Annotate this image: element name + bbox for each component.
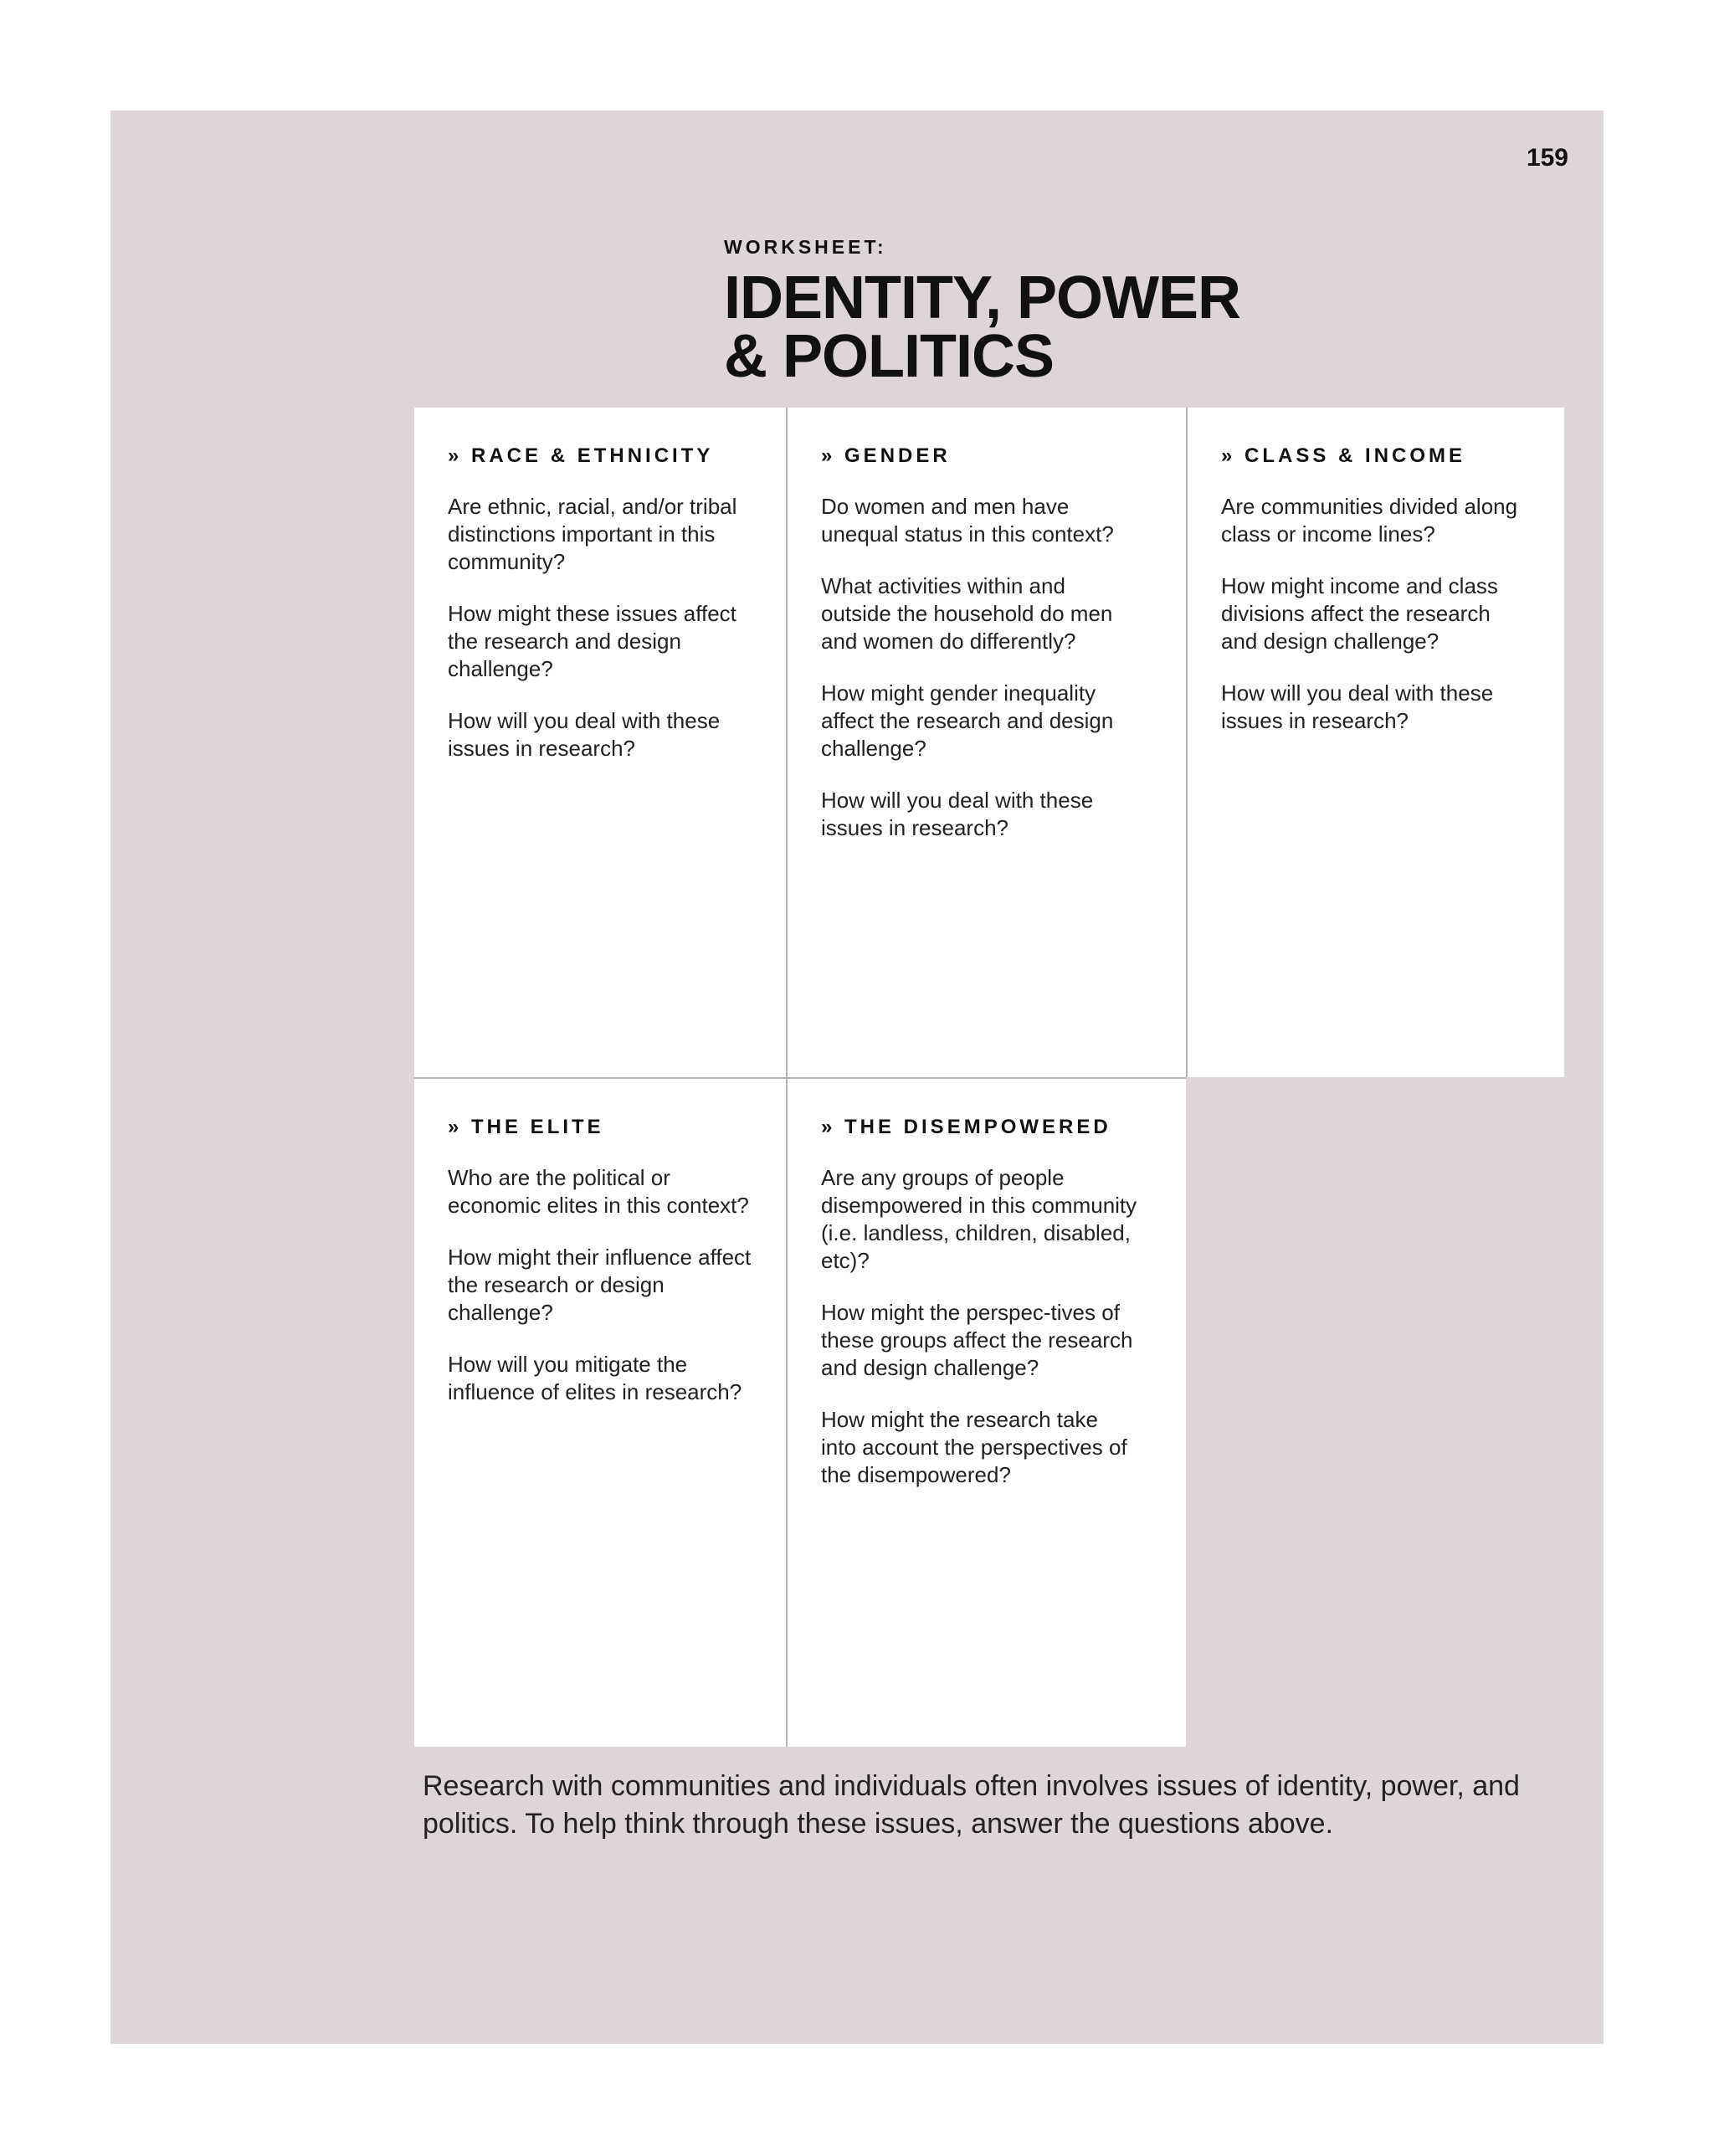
page-number: 159 — [1526, 144, 1568, 172]
cell-title: » GENDER — [821, 444, 951, 467]
question: How might the perspec-tives of these groups affect the research and design challenge? — [821, 1300, 1133, 1380]
question: Are ethnic, racial, and/or tribal distinctions important in this community? — [448, 494, 737, 574]
title-line-2: & POLITICS — [724, 323, 1055, 390]
title-line-1: IDENTITY, POWER — [724, 264, 1241, 331]
question: How might gender inequality affect the research and design challenge? — [821, 680, 1114, 761]
cell-gender — [786, 408, 1186, 1077]
instructions-text: Research with communities and individuals often involves issues of identity, power, and politics. To help think through these issues, answer the questions above. — [423, 1770, 1520, 1840]
question: Are communities divided along class or income lines? — [1221, 494, 1518, 547]
question: How will you deal with these issues in research? — [448, 708, 721, 761]
cell-race-ethnicity — [414, 408, 786, 1077]
cell-the-disempowered — [786, 1077, 1186, 1747]
worksheet-kicker: WORKSHEET: — [724, 236, 887, 258]
question: What activities within and outside the household do men and women do differently? — [821, 573, 1113, 654]
cell-title: » THE ELITE — [448, 1116, 604, 1138]
worksheet-header — [724, 236, 1360, 390]
question: How will you deal with these issues in research? — [821, 788, 1094, 840]
cell-title: » THE DISEMPOWERED — [821, 1116, 1111, 1138]
question: How will you deal with these issues in research? — [1221, 680, 1494, 733]
question: How might these issues affect the research and design challenge? — [448, 601, 736, 681]
question: How might income and class divisions affect the research and design challenge? — [1221, 573, 1498, 654]
cell-class-income — [1186, 408, 1564, 1077]
question: How might their influence affect the research or design challenge? — [448, 1245, 752, 1325]
question: Are any groups of people disempowered in this community (i.e. landless, children, disabled, etc)? — [821, 1165, 1137, 1273]
worksheet-page — [110, 110, 1604, 2044]
question: How will you mitigate the influence of elites in research? — [448, 1352, 742, 1404]
question: Do women and men have unequal status in this context? — [821, 494, 1114, 547]
question-grid — [414, 408, 1564, 1747]
cell-title: » RACE & ETHNICITY — [448, 444, 714, 467]
question: How might the research take into account the perspectives of the disempowered? — [821, 1407, 1127, 1487]
question: Who are the political or economic elites in this context? — [448, 1165, 749, 1218]
cell-title: » CLASS & INCOME — [1221, 444, 1466, 467]
cell-the-elite — [414, 1077, 786, 1747]
worksheet-title — [724, 264, 1360, 390]
